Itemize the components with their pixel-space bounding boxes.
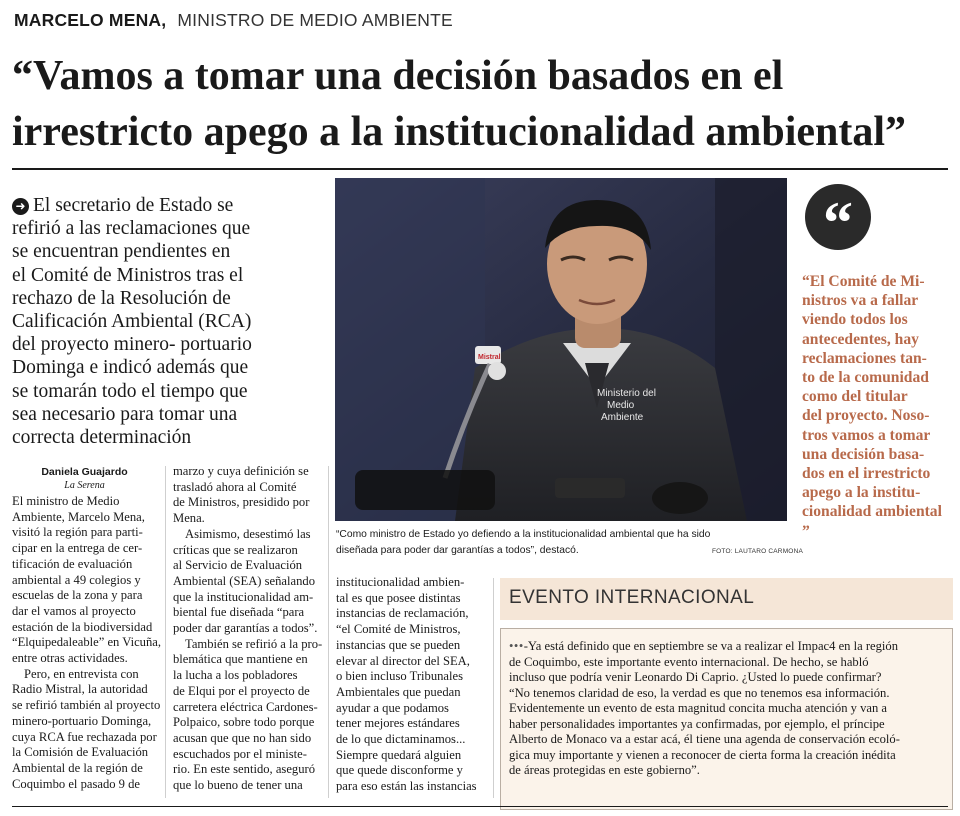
body-line: de Ministros, presidido por bbox=[173, 495, 310, 510]
body-line: escuelas de la zona y para bbox=[12, 588, 143, 603]
lead-line: del proyecto minero- portuario bbox=[12, 334, 252, 356]
pull-quote-line: viendo todos los bbox=[802, 311, 908, 329]
body-line: biental fue diseñada “para bbox=[173, 605, 305, 620]
body-line: visitó la región para parti- bbox=[12, 525, 143, 540]
pull-quote-line: “El Comité de Mi- bbox=[802, 273, 925, 290]
body-line: “el Comité de Ministros, bbox=[336, 622, 461, 637]
body-line: marzo y cuya definición se bbox=[173, 464, 309, 478]
body-line: trasladó ahora al Comité bbox=[173, 479, 297, 494]
body-line: Ambiente, Marcelo Mena, bbox=[12, 509, 145, 524]
body-line: Ambiental (SEA) señalando bbox=[173, 573, 315, 588]
body-line: blemática que mantiene en bbox=[173, 652, 308, 667]
body-line: que la institucionalidad am- bbox=[173, 589, 314, 604]
event-line-text: -Ya está definido que en septiembre se va a realizar el Impac4 en la región bbox=[523, 639, 899, 653]
byline bbox=[12, 466, 157, 491]
pull-quote-line: cionalidad ambiental bbox=[802, 503, 942, 521]
event-line bbox=[509, 639, 949, 655]
body-line: elevar al director del SEA, bbox=[336, 653, 470, 668]
body-line: instancias de reclamación, bbox=[336, 606, 469, 621]
body-line: Coquimbo el pasado 9 de bbox=[12, 776, 141, 791]
minister-photo bbox=[335, 178, 787, 521]
body-line: cipar en la entrega de cer- bbox=[12, 541, 143, 556]
pull-quote-line: to de la comunidad bbox=[802, 369, 929, 387]
body-line: poder dar garantías a todos”. bbox=[173, 621, 318, 636]
body-line: que quede disconforme y bbox=[336, 763, 463, 778]
author-name: Daniela Guajardo bbox=[41, 466, 128, 478]
column-divider bbox=[493, 578, 494, 798]
pull-quote-line: del proyecto. Noso- bbox=[802, 407, 930, 425]
jacket-line: Medio bbox=[607, 400, 635, 411]
lead-line-text: El secretario de Estado se bbox=[33, 195, 234, 216]
lead-line: sea necesario para tomar una bbox=[12, 403, 238, 425]
event-line: incluso que podría venir Leonardo Di Caprio. ¿Usted lo puede confirmar? bbox=[509, 670, 882, 684]
pull-quote-line: nistros va a fallar bbox=[802, 292, 919, 310]
caption-line: “Como ministro de Estado yo defiendo a la institucionalidad ambiental que ha sido bbox=[336, 529, 711, 540]
body-line: acusan que que no han sido bbox=[173, 730, 312, 745]
event-box-body bbox=[500, 628, 953, 810]
body-line: cuya RCA fue rechazada por bbox=[12, 729, 157, 744]
arrow-right-icon: ➜ bbox=[12, 198, 29, 215]
body-line: instancias que se pueden bbox=[336, 637, 461, 652]
body-line: Ambientales que puedan bbox=[336, 684, 461, 699]
headline-line: “Vamos a tomar una decisión basados en el bbox=[12, 53, 784, 99]
body-line: estación de la biodiversidad bbox=[12, 619, 153, 634]
kicker bbox=[14, 10, 453, 31]
headline-line: irrestricto apego a la institucionalidad ambiental” bbox=[12, 109, 907, 155]
body-line: o bien incluso Tribunales bbox=[336, 669, 463, 684]
pull-quote-line: una decisión basa- bbox=[802, 445, 925, 463]
lead-line: refirió a las reclamaciones que bbox=[12, 218, 251, 240]
pull-quote-line: reclamaciones tan- bbox=[802, 349, 927, 367]
lead-line: rechazo de la Resolución de bbox=[12, 287, 231, 309]
body-line: ambiental a 49 colegios y bbox=[12, 572, 141, 587]
body-line: Asimismo, desestimó las bbox=[185, 526, 311, 541]
body-line: que lo bueno de tener una bbox=[173, 778, 303, 793]
body-line: rio. En este sentido, aseguró bbox=[173, 762, 315, 777]
quote-mark-icon: “ bbox=[805, 184, 871, 250]
body-line: se refirió también al proyecto bbox=[12, 698, 161, 713]
event-box-title: EVENTO INTERNACIONAL bbox=[509, 587, 755, 608]
bullet-dots-icon: ••• bbox=[509, 639, 524, 653]
microphone-label: Mistral bbox=[478, 354, 501, 361]
body-line: tener mejores estándares bbox=[336, 716, 460, 731]
event-line: Alberto de Monaco va a estar acá, él tiene una agenda de conservación ecoló- bbox=[509, 732, 900, 746]
body-column-2 bbox=[173, 464, 321, 794]
body-line: tificación de evaluación bbox=[12, 556, 133, 571]
lead-line: correcta determinación bbox=[12, 427, 192, 449]
body-line: de Elqui por el proyecto de bbox=[173, 683, 310, 698]
body-line: ayudar a que podamos bbox=[336, 700, 449, 715]
bottom-divider bbox=[12, 806, 948, 807]
body-column-1 bbox=[12, 494, 162, 792]
event-line: de áreas protegidas en este gobierno”. bbox=[509, 763, 700, 777]
caption-line: diseñada para poder dar garantías a todos”, destacó. bbox=[336, 545, 579, 556]
body-line: Ambiental de la región de bbox=[12, 760, 143, 775]
column-divider bbox=[165, 466, 166, 798]
body-line: Siempre quedará alguien bbox=[336, 747, 462, 762]
body-line: dar el vamos al proyecto bbox=[12, 603, 136, 618]
dateline-place: La Serena bbox=[64, 480, 105, 491]
lead-line bbox=[12, 194, 322, 217]
body-line: de lo que dictaminamos... bbox=[336, 732, 466, 747]
lead-line: Dominga e indicó además que bbox=[12, 357, 249, 379]
pull-quote-line: dos en el irrestricto bbox=[802, 465, 931, 483]
body-line: minero-portuario Dominga, bbox=[12, 713, 152, 728]
photo-credit: FOTO: LAUTARO CARMONA bbox=[712, 548, 803, 555]
event-line: Evidentemente un evento de esta magnitud concita mucha atención y van a bbox=[509, 701, 888, 715]
lead-line: el Comité de Ministros tras el bbox=[12, 264, 244, 286]
event-line: haber personalidades importantes ya confirmadas, por ejemplo, el príncipe bbox=[509, 716, 885, 731]
jacket-line: Ministerio del bbox=[597, 388, 656, 399]
column-divider bbox=[328, 466, 329, 798]
event-line: de Coquimbo, este importante evento internacional. De hecho, se habló bbox=[509, 654, 869, 669]
lead-line: se tomarán todo el tiempo que bbox=[12, 380, 248, 402]
pull-quote-line: apego a la institu- bbox=[802, 484, 921, 502]
body-line: institucionalidad ambien- bbox=[336, 575, 465, 589]
body-line: críticas que se realizaron bbox=[173, 542, 298, 557]
body-line: la Comisión de Evaluación bbox=[12, 745, 149, 760]
body-line: “Elquipedaleable” en Vicuña, bbox=[12, 635, 162, 650]
event-line: “No tenemos claridad de eso, la verdad es que no tenemos esa información. bbox=[509, 685, 890, 700]
event-box-header bbox=[500, 578, 953, 620]
interviewee-role: MINISTRO DE MEDIO AMBIENTE bbox=[177, 10, 453, 30]
pull-quote-line: antecedentes, hay bbox=[802, 330, 919, 348]
top-divider bbox=[12, 168, 948, 170]
lead-line: se encuentran pendientes en bbox=[12, 241, 231, 263]
body-column-3 bbox=[336, 575, 486, 795]
body-line: También se refirió a la pro- bbox=[185, 636, 323, 651]
body-line: Radio Mistral, la autoridad bbox=[12, 682, 148, 697]
interviewee-name: MARCELO MENA, bbox=[14, 10, 167, 30]
event-line: gica muy importante y vienen a reconocer de cierta forma la creación inédita bbox=[509, 747, 896, 762]
body-line: Polpaico, sobre todo porque bbox=[173, 715, 315, 730]
photo-illustration bbox=[335, 178, 787, 521]
pull-quote bbox=[802, 272, 954, 541]
body-line: escuchados por el ministe- bbox=[173, 746, 307, 761]
jacket-line: Ambiente bbox=[601, 412, 644, 423]
body-line: al Servicio de Evaluación bbox=[173, 558, 303, 573]
body-line: carretera eléctrica Cardones- bbox=[173, 699, 318, 714]
body-line: entre otras actividades. bbox=[12, 651, 128, 666]
body-line: El ministro de Medio bbox=[12, 494, 120, 508]
event-box-text bbox=[509, 639, 949, 779]
event-sidebar-box bbox=[500, 578, 953, 810]
pull-quote-line: como del titular bbox=[802, 388, 908, 406]
pull-quote-line: tros vamos a tomar bbox=[802, 426, 931, 444]
body-line: Mena. bbox=[173, 511, 205, 526]
pull-quote-line: ” bbox=[802, 522, 810, 540]
body-line: para eso están las instancias bbox=[336, 779, 477, 794]
body-line: la lucha a los pobladores bbox=[173, 668, 298, 683]
body-line: tal es que posee distintas bbox=[336, 590, 461, 605]
lead-line: Calificación Ambiental (RCA) bbox=[12, 311, 252, 333]
body-line: Pero, en entrevista con bbox=[24, 666, 139, 681]
lead-paragraph bbox=[12, 194, 322, 449]
headline bbox=[12, 48, 952, 160]
